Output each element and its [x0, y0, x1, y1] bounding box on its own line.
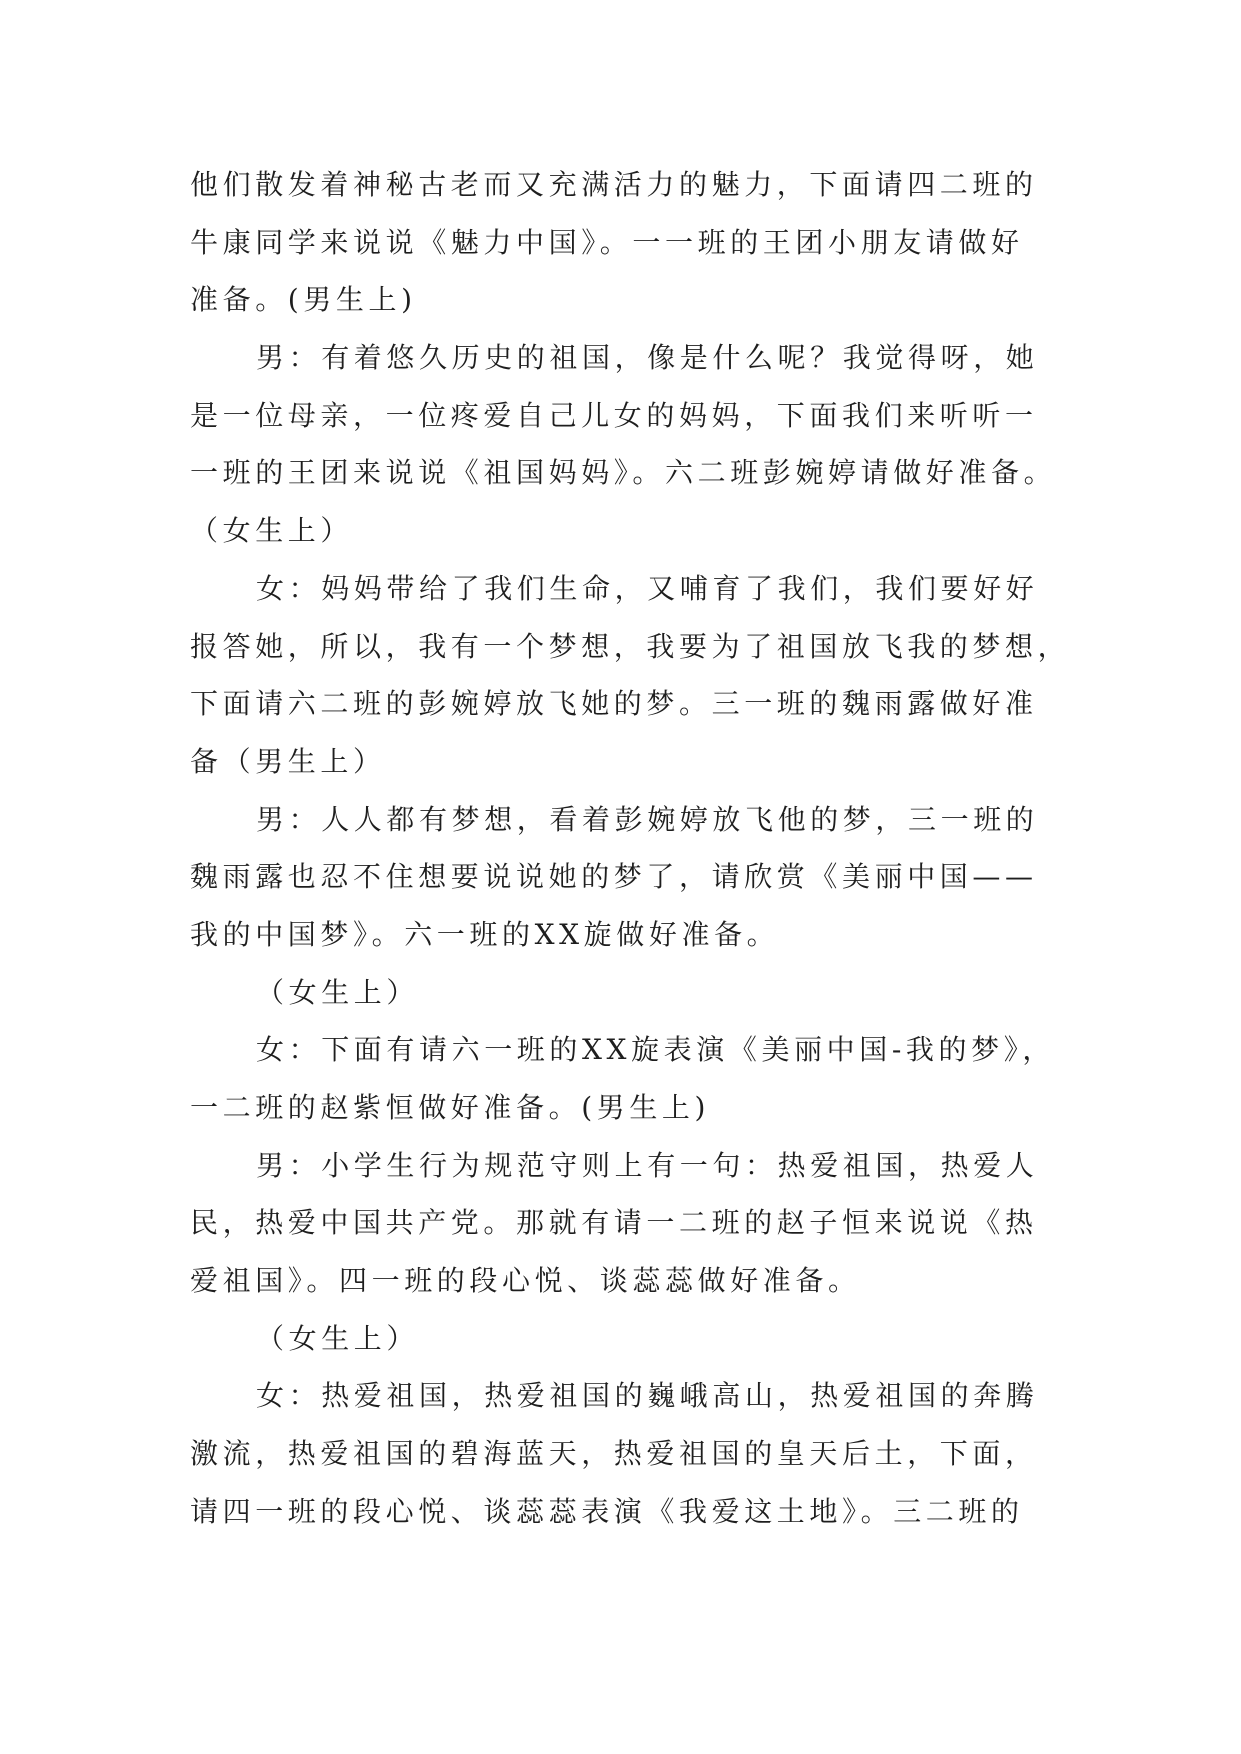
text-line: 女：下面有请六一班的XX旋表演《美丽中国-我的梦》， — [256, 1033, 1055, 1067]
text-line: 民，热爱中国共产党。那就有请一二班的赵子恒来说说《热 — [190, 1206, 1038, 1240]
text-line: 女：妈妈带给了我们生命，又哺育了我们，我们要好好 — [256, 571, 1039, 605]
text-line: 是一位母亲，一位疼爱自己儿女的妈妈，下面我们来听听一 — [190, 398, 1038, 432]
text-line: 准备。(男生上) — [190, 283, 417, 317]
text-line: 备（男生上） — [190, 744, 386, 778]
text-line: （女生上） — [190, 514, 354, 548]
text-line: （女生上） — [256, 1321, 420, 1355]
text-line: 下面请六二班的彭婉婷放飞她的梦。三一班的魏雨露做好准 — [190, 687, 1038, 721]
text-line: 男：人人都有梦想，看着彭婉婷放飞他的梦，三一班的 — [256, 802, 1039, 836]
text-line: 女：热爱祖国，热爱祖国的巍峨高山，热爱祖国的奔腾 — [256, 1379, 1039, 1413]
text-line: 请四一班的段心悦、谈蕊蕊表演《我爱这土地》。三二班的 — [190, 1494, 1024, 1528]
text-line: 激流，热爱祖国的碧海蓝天，热爱祖国的皇天后土，下面， — [190, 1437, 1038, 1471]
text-line: 我的中国梦》。六一班的XX旋做好准备。 — [190, 917, 780, 951]
text-line: 男：小学生行为规范守则上有一句：热爱祖国，热爱人 — [256, 1148, 1039, 1182]
text-line: 魏雨露也忍不住想要说说她的梦了，请欣赏《美丽中国—— — [190, 860, 1038, 894]
text-line: 一班的王团来说说《祖国妈妈》。六二班彭婉婷请做好准备。 — [190, 456, 1057, 490]
text-line: 报答她，所以，我有一个梦想，我要为了祖国放飞我的梦想， — [190, 629, 1071, 663]
text-line: 他们散发着神秘古老而又充满活力的魅力，下面请四二班的 — [190, 168, 1038, 201]
text-line: （女生上） — [256, 975, 420, 1009]
text-line: 爱祖国》。四一班的段心悦、谈蕊蕊做好准备。 — [190, 1264, 861, 1298]
text-line: 一二班的赵紫恒做好准备。(男生上) — [190, 1091, 711, 1124]
text-line: 男：有着悠久历史的祖国，像是什么呢？我觉得呀，她 — [256, 341, 1039, 375]
text-line: 牛康同学来说说《魅力中国》。一一班的王团小朋友请做好 — [190, 225, 1024, 259]
